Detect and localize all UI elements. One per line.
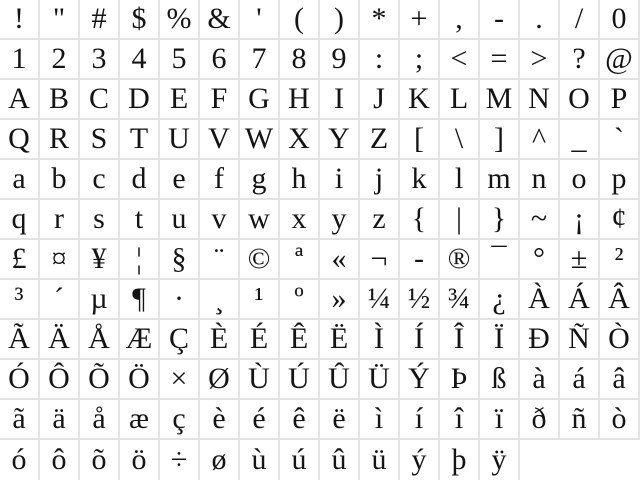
char-cell[interactable]: ÷ — [160, 440, 200, 480]
char-cell[interactable]: ù — [240, 440, 280, 480]
char-cell[interactable]: " — [40, 0, 80, 40]
char-cell[interactable]: ï — [480, 400, 520, 440]
char-cell[interactable]: ß — [480, 360, 520, 400]
char-cell[interactable]: ® — [440, 240, 480, 280]
char-cell[interactable]: ê — [280, 400, 320, 440]
char-cell[interactable]: U — [160, 120, 200, 160]
char-cell[interactable]: ¼ — [360, 280, 400, 320]
char-cell[interactable]: Q — [0, 120, 40, 160]
char-cell[interactable]: é — [240, 400, 280, 440]
char-cell[interactable]: · — [160, 280, 200, 320]
char-cell[interactable]: Ê — [280, 320, 320, 360]
char-cell[interactable]: X — [280, 120, 320, 160]
char-cell[interactable]: ¯ — [480, 240, 520, 280]
char-cell[interactable]: # — [80, 0, 120, 40]
char-cell[interactable]: D — [120, 80, 160, 120]
char-cell[interactable]: c — [80, 160, 120, 200]
char-cell[interactable]: + — [400, 0, 440, 40]
char-cell[interactable]: i — [320, 160, 360, 200]
char-cell[interactable]: Z — [360, 120, 400, 160]
char-cell[interactable]: u — [160, 200, 200, 240]
char-cell[interactable]: ^ — [520, 120, 560, 160]
char-cell[interactable]: ë — [320, 400, 360, 440]
char-cell[interactable]: ð — [520, 400, 560, 440]
char-cell[interactable]: ¨ — [200, 240, 240, 280]
char-cell[interactable]: è — [200, 400, 240, 440]
char-cell[interactable]: ; — [400, 40, 440, 80]
char-cell[interactable]: H — [280, 80, 320, 120]
char-cell[interactable]: K — [400, 80, 440, 120]
char-cell[interactable]: O — [560, 80, 600, 120]
char-cell[interactable]: í — [400, 400, 440, 440]
char-cell[interactable]: & — [200, 0, 240, 40]
char-cell[interactable]: Ï — [480, 320, 520, 360]
char-cell[interactable]: ü — [360, 440, 400, 480]
char-cell[interactable]: N — [520, 80, 560, 120]
char-cell[interactable]: ¸ — [200, 280, 240, 320]
char-cell[interactable]: { — [400, 200, 440, 240]
char-cell[interactable]: ¡ — [560, 200, 600, 240]
char-cell[interactable]: * — [360, 0, 400, 40]
char-cell[interactable]: V — [200, 120, 240, 160]
char-cell[interactable]: > — [520, 40, 560, 80]
char-cell[interactable]: Å — [80, 320, 120, 360]
char-cell[interactable]: ú — [280, 440, 320, 480]
char-cell[interactable]: È — [200, 320, 240, 360]
char-cell[interactable]: | — [440, 200, 480, 240]
char-cell[interactable]: C — [80, 80, 120, 120]
char-cell[interactable]: p — [600, 160, 640, 200]
char-cell[interactable]: t — [120, 200, 160, 240]
char-cell[interactable]: s — [80, 200, 120, 240]
char-cell[interactable]: á — [560, 360, 600, 400]
char-cell[interactable]: l — [440, 160, 480, 200]
char-cell[interactable]: ô — [40, 440, 80, 480]
char-cell[interactable]: Û — [320, 360, 360, 400]
char-cell[interactable]: Ú — [280, 360, 320, 400]
char-cell[interactable]: ý — [400, 440, 440, 480]
char-cell[interactable]: @ — [600, 40, 640, 80]
char-cell[interactable]: / — [560, 0, 600, 40]
char-cell[interactable]: ñ — [560, 400, 600, 440]
char-cell[interactable]: m — [480, 160, 520, 200]
char-cell[interactable]: ¥ — [80, 240, 120, 280]
char-cell[interactable]: × — [160, 360, 200, 400]
char-cell[interactable]: 2 — [40, 40, 80, 80]
char-cell[interactable]: G — [240, 80, 280, 120]
char-cell[interactable]: ! — [0, 0, 40, 40]
char-cell[interactable]: b — [40, 160, 80, 200]
char-cell[interactable]: æ — [120, 400, 160, 440]
char-cell[interactable]: 0 — [600, 0, 640, 40]
char-cell[interactable]: < — [440, 40, 480, 80]
char-cell[interactable]: ¦ — [120, 240, 160, 280]
char-cell[interactable]: M — [480, 80, 520, 120]
char-cell[interactable]: a — [0, 160, 40, 200]
char-cell[interactable]: Þ — [440, 360, 480, 400]
char-cell[interactable]: \ — [440, 120, 480, 160]
char-cell[interactable]: ¾ — [440, 280, 480, 320]
char-cell[interactable]: w — [240, 200, 280, 240]
char-cell[interactable]: å — [80, 400, 120, 440]
char-cell[interactable]: ± — [560, 240, 600, 280]
char-cell[interactable]: û — [320, 440, 360, 480]
char-cell[interactable]: v — [200, 200, 240, 240]
char-cell[interactable]: ¿ — [480, 280, 520, 320]
char-cell[interactable]: õ — [80, 440, 120, 480]
char-cell[interactable]: ` — [600, 120, 640, 160]
char-cell[interactable]: ì — [360, 400, 400, 440]
char-cell[interactable]: Ø — [200, 360, 240, 400]
char-cell[interactable]: I — [320, 80, 360, 120]
char-cell[interactable]: © — [240, 240, 280, 280]
char-cell[interactable]: Ë — [320, 320, 360, 360]
char-cell[interactable]: Ì — [360, 320, 400, 360]
char-cell[interactable]: ´ — [40, 280, 80, 320]
char-cell[interactable]: « — [320, 240, 360, 280]
char-cell[interactable]: e — [160, 160, 200, 200]
char-cell[interactable]: § — [160, 240, 200, 280]
char-cell[interactable]: R — [40, 120, 80, 160]
char-cell[interactable]: : — [360, 40, 400, 80]
char-cell[interactable]: 8 — [280, 40, 320, 80]
char-cell[interactable]: £ — [0, 240, 40, 280]
char-cell[interactable]: ] — [480, 120, 520, 160]
char-cell[interactable]: º — [280, 280, 320, 320]
char-cell[interactable]: % — [160, 0, 200, 40]
char-cell[interactable]: - — [480, 0, 520, 40]
char-cell[interactable]: S — [80, 120, 120, 160]
char-cell[interactable]: ~ — [520, 200, 560, 240]
char-cell[interactable]: Ð — [520, 320, 560, 360]
char-cell[interactable]: . — [520, 0, 560, 40]
char-cell[interactable]: ¶ — [120, 280, 160, 320]
char-cell[interactable]: q — [0, 200, 40, 240]
char-cell[interactable]: P — [600, 80, 640, 120]
char-cell[interactable]: É — [240, 320, 280, 360]
char-cell[interactable]: Y — [320, 120, 360, 160]
char-cell[interactable]: W — [240, 120, 280, 160]
char-cell[interactable]: f — [200, 160, 240, 200]
char-cell[interactable]: Î — [440, 320, 480, 360]
char-cell[interactable]: Ü — [360, 360, 400, 400]
char-cell[interactable]: À — [520, 280, 560, 320]
char-cell[interactable]: Ý — [400, 360, 440, 400]
char-cell[interactable]: Ã — [0, 320, 40, 360]
char-cell[interactable]: ø — [200, 440, 240, 480]
char-cell[interactable]: A — [0, 80, 40, 120]
char-cell[interactable]: µ — [80, 280, 120, 320]
char-cell[interactable]: ( — [280, 0, 320, 40]
char-cell[interactable]: Ö — [120, 360, 160, 400]
char-cell[interactable]: 9 — [320, 40, 360, 80]
char-cell[interactable]: Æ — [120, 320, 160, 360]
char-cell[interactable]: Ò — [600, 320, 640, 360]
char-cell[interactable]: â — [600, 360, 640, 400]
char-cell[interactable]: ' — [240, 0, 280, 40]
char-cell[interactable]: n — [520, 160, 560, 200]
char-cell[interactable]: Ñ — [560, 320, 600, 360]
char-cell[interactable]: B — [40, 80, 80, 120]
char-cell[interactable]: Á — [560, 280, 600, 320]
char-cell[interactable]: à — [520, 360, 560, 400]
char-cell[interactable]: L — [440, 80, 480, 120]
char-cell[interactable]: Ó — [0, 360, 40, 400]
char-cell[interactable]: » — [320, 280, 360, 320]
char-cell[interactable]: J — [360, 80, 400, 120]
char-cell[interactable]: ç — [160, 400, 200, 440]
char-cell[interactable]: Í — [400, 320, 440, 360]
char-cell[interactable]: y — [320, 200, 360, 240]
char-cell[interactable]: Õ — [80, 360, 120, 400]
char-cell[interactable]: ã — [0, 400, 40, 440]
char-cell[interactable]: þ — [440, 440, 480, 480]
char-cell[interactable]: r — [40, 200, 80, 240]
char-cell[interactable]: 4 — [120, 40, 160, 80]
char-cell[interactable]: _ — [560, 120, 600, 160]
char-cell[interactable]: ¤ — [40, 240, 80, 280]
char-cell[interactable]: 6 — [200, 40, 240, 80]
char-cell[interactable]: h — [280, 160, 320, 200]
char-cell[interactable]: 1 — [0, 40, 40, 80]
char-cell[interactable]: F — [200, 80, 240, 120]
char-cell[interactable]: 5 — [160, 40, 200, 80]
char-cell[interactable]: ä — [40, 400, 80, 440]
char-cell[interactable]: Ç — [160, 320, 200, 360]
char-cell[interactable]: E — [160, 80, 200, 120]
char-cell[interactable]: } — [480, 200, 520, 240]
char-cell[interactable]: ¢ — [600, 200, 640, 240]
char-cell[interactable]: Â — [600, 280, 640, 320]
char-cell[interactable]: $ — [120, 0, 160, 40]
char-cell[interactable]: ö — [120, 440, 160, 480]
char-cell[interactable]: o — [560, 160, 600, 200]
char-cell[interactable]: ° — [520, 240, 560, 280]
char-cell[interactable]: T — [120, 120, 160, 160]
char-cell[interactable]: ª — [280, 240, 320, 280]
char-cell[interactable]: z — [360, 200, 400, 240]
char-cell[interactable]: k — [400, 160, 440, 200]
char-cell[interactable]: , — [440, 0, 480, 40]
char-cell[interactable]: 7 — [240, 40, 280, 80]
char-cell[interactable]: g — [240, 160, 280, 200]
char-cell[interactable]: - — [400, 240, 440, 280]
char-cell[interactable]: ó — [0, 440, 40, 480]
char-cell[interactable]: ½ — [400, 280, 440, 320]
char-cell[interactable]: [ — [400, 120, 440, 160]
char-cell[interactable]: d — [120, 160, 160, 200]
char-cell[interactable]: = — [480, 40, 520, 80]
char-cell[interactable]: î — [440, 400, 480, 440]
char-cell[interactable]: ) — [320, 0, 360, 40]
char-cell[interactable]: 3 — [80, 40, 120, 80]
char-cell[interactable]: x — [280, 200, 320, 240]
char-cell[interactable]: ¹ — [240, 280, 280, 320]
char-cell[interactable]: ³ — [0, 280, 40, 320]
char-cell[interactable]: Ù — [240, 360, 280, 400]
char-cell[interactable]: ÿ — [480, 440, 520, 480]
char-cell[interactable]: ò — [600, 400, 640, 440]
char-cell[interactable]: ? — [560, 40, 600, 80]
char-cell[interactable]: j — [360, 160, 400, 200]
char-cell[interactable]: ² — [600, 240, 640, 280]
char-cell[interactable]: Ô — [40, 360, 80, 400]
char-cell[interactable]: Ä — [40, 320, 80, 360]
char-cell[interactable]: ¬ — [360, 240, 400, 280]
